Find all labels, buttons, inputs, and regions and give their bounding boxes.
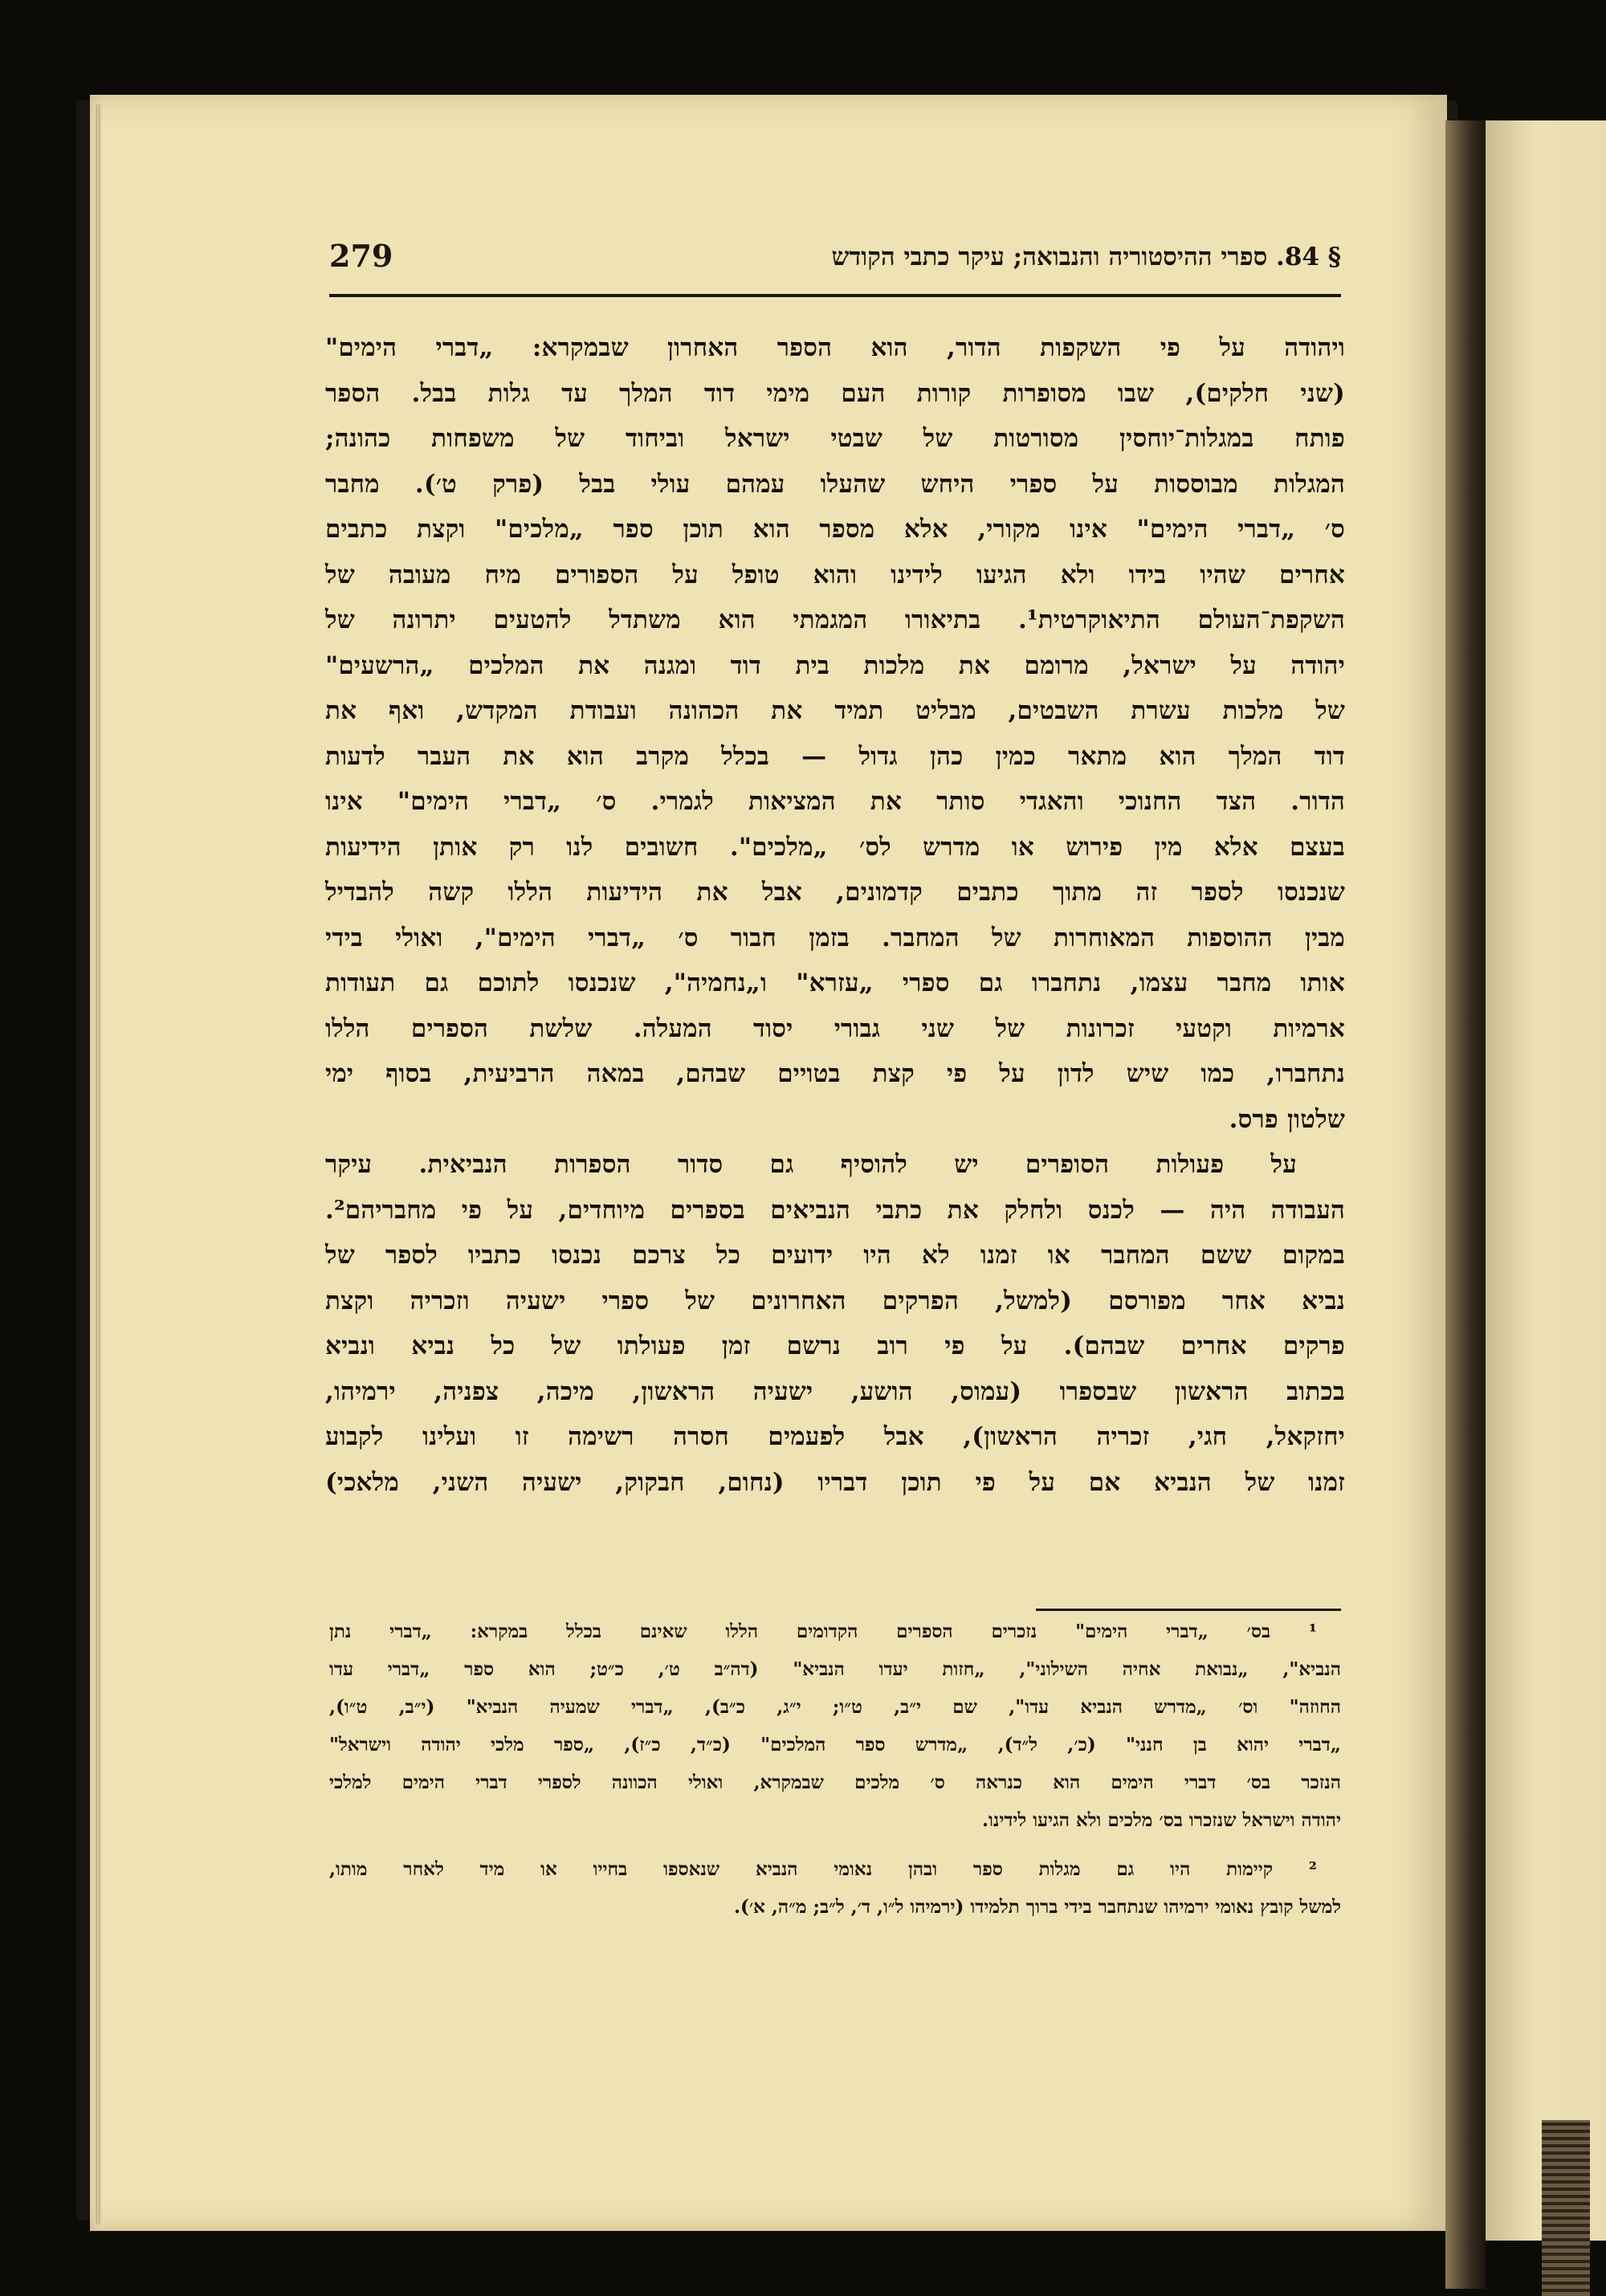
footnote-line: יהודה וישראל שנזכרו בס׳ מלכים ולא הגיעו לידינו. [981, 1809, 1341, 1831]
text-line: יהודה על ישראל, מרומם את מלכות בית דוד ומגנה את המלכים „הרשעים" [325, 650, 1345, 680]
text-line: ארמיות וקטעי זכרונות של שני גבורי יסוד המעלה. שלשת הספרים הללו [325, 1013, 1345, 1043]
footnote-line: ² קיימות היו גם מגלות ספר ובהן נאומי הנביא שנאספו בחייו או מיד לאחר מותו, [329, 1858, 1317, 1880]
text-line: זמנו של הנביא אם על פי תוכן דבריו (נחום, חבקוק, ישעיה השני, מלאכי) [325, 1467, 1345, 1497]
text-line: נביא אחר מפורסם (למשל, הפרקים האחרונים של ספרי ישעיה וזכריה וקצת [325, 1286, 1345, 1315]
text-line: ויהודה על פי השקפות הדור, הוא הספר האחרון שבמקרא: „דברי הימים" [325, 333, 1345, 362]
text-line: ס׳ „דברי הימים" אינו מקורי, אלא מספר הוא תוכן ספר „מלכים" וקצת כתבים [325, 515, 1345, 544]
text-line: (שני חלקים), שבו מסופרות קורות העם מימי דוד המלך עד גלות בבל. הספר [325, 378, 1345, 408]
text-line: במקום ששם המחבר או זמנו לא היו ידועים כל צרכם נכנסו כתביו לספר של [325, 1241, 1345, 1270]
text-line: על פעולות הסופרים יש להוסיף גם סדור הספרות הנביאית. עיקר [325, 1150, 1297, 1179]
footnote-line: החוזה" וס׳ „מדרש הנביא עדו", שם י״ב, ט״ו; י״ג, כ״ב), „דברי שמעיה הנביא" (י״ב, ט״ו), [329, 1696, 1341, 1718]
facing-page-edge [1486, 120, 1606, 2241]
footnote-line: „דברי יהוא בן חנני" (כ׳, ל״ד), „מדרש ספר המלכים" (כ״ד, כ״ז), „ספר מלכי יהודה וישראל" [329, 1734, 1341, 1756]
footnote-line: הנביא", „נבואת אחיה השילוני", „חזות יעדו הנביא" (דה״ב ט׳, כ״ט; הוא ספר „דברי עדו [329, 1658, 1341, 1680]
text-line: של מלכות עשרת השבטים, מבליט תמיד את הכהונה ועבודת המקדש, ואף את [325, 696, 1345, 725]
text-line: פותח במגלות־יוחסין מסורטות של שבטי ישראל וביחוד של משפחות כהונה; [325, 424, 1345, 453]
text-line: יחזקאל, חגי, זכריה הראשון), אבל לפעמים חסרה רשימה זו ועלינו לקבוע [325, 1422, 1345, 1451]
text-line: נתחברו, כמו שיש לדון על פי קצת בטויים שבהם, במאה הרביעית, בסוף ימי [325, 1059, 1345, 1088]
text-line: העבודה היה — לכנס ולחלק את כתבי הנביאים בספרים מיוחדים, על פי מחבריהם². [325, 1195, 1345, 1225]
text-line: שנכנסו לספר זה מתוך כתבים קדמונים, אבל את הידיעות הללו קשה להבדיל [325, 878, 1345, 907]
page-stack-edge [95, 104, 101, 2225]
text-line: אותו מחבר עצמו, נתחברו גם ספרי „עזרא" ו„נחמיה", שנכנסו לתוכם גם תעודות [325, 969, 1345, 997]
text-line: המגלות מבוססות על ספרי היחש שהעלו עמהם עולי בבל (פרק ט׳). מחבר [325, 469, 1345, 499]
footnotes [329, 1613, 1341, 1926]
page-number: 279 [329, 238, 393, 274]
book-gutter [1445, 120, 1486, 2289]
text-line: שלטון פרס. [1229, 1104, 1345, 1134]
text-line: בעצם אלא מין פירוש או מדרש לס׳ „מלכים". חשובים לנו רק אותן הידיעות [325, 832, 1345, 862]
text-line: מבין ההוספות המאוחרות של המחבר. בזמן חבור ס׳ „דברי הימים", ואולי בידי [325, 923, 1345, 952]
text-line: הדור. הצד החנוכי והאגדי סותר את המציאות לגמרי. ס׳ „דברי הימים" אינו [325, 787, 1345, 816]
text-line: דוד המלך הוא מתאר כמין כהן גדול — בכלל מקרב הוא את העבר לדעות [325, 741, 1345, 771]
main-text [325, 325, 1345, 1505]
header-rule [329, 294, 1341, 297]
running-head: § 84. ספרי ההיסטוריה והנבואה; עיקר כתבי הקודש [831, 243, 1341, 271]
footnote-line: הנזכר בס׳ דברי הימים הוא כנראה ס׳ מלכים שבמקרא, ואולי הכוונה לספרי דברי הימים למלכי [329, 1772, 1341, 1793]
footnote-rule [1036, 1609, 1341, 1611]
text-line: פרקים אחרים שבהם). על פי רוב נרשם זמן פעולתו של כל נביא ונביא [325, 1332, 1345, 1360]
text-line: השקפת־העולם התיאוקרטית¹. בתיאורו המגמתי הוא משתדל להטעים יתרונה של [325, 606, 1345, 634]
footnote-line: ¹ בס׳ „דברי הימים" נזכרים הספרים הקדומים הללו שאינם בכלל במקרא: „דברי נתן [329, 1621, 1317, 1642]
bookmark-ribbon [1542, 2120, 1590, 2296]
footnote-line: למשל קובץ נאומי ירמיהו שנתחבר בידי ברוך תלמידו (ירמיהו ל״ו, ד׳, ל״ב; מ״ה, א׳). [733, 1896, 1341, 1918]
text-line: בכתוב הראשון שבספרו (עמוס, הושע, ישעיה הראשון, מיכה, צפניה, ירמיהו, [325, 1376, 1345, 1406]
text-line: אחרים שהיו בידו ולא הגיעו לידינו והוא טופל על הספורים מיח מעובה של [325, 560, 1345, 589]
page-header [329, 238, 1341, 286]
